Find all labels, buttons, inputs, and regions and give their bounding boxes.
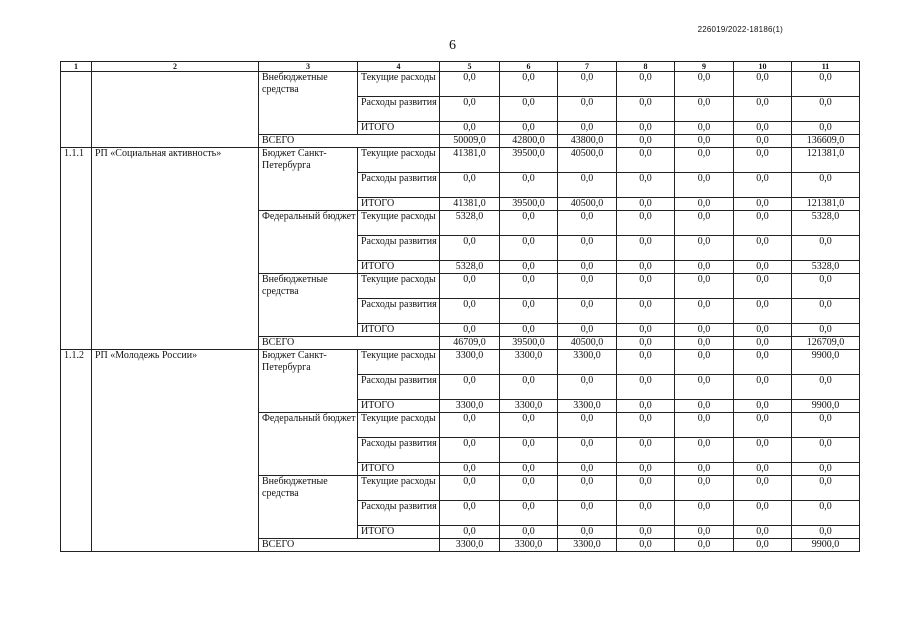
table-row (61, 148, 860, 173)
value-cell: 0,0 (558, 501, 617, 526)
value-cell: 0,0 (558, 375, 617, 400)
value-cell: 0,0 (617, 438, 675, 463)
value-cell: 0,0 (675, 299, 734, 324)
value-cell: 0,0 (675, 400, 734, 413)
project-name-cell (92, 72, 259, 148)
value-cell: 0,0 (734, 400, 792, 413)
value-cell: 0,0 (675, 526, 734, 539)
value-cell: 9900,0 (792, 539, 860, 552)
total-label-cell: ВСЕГО (259, 135, 440, 148)
table-row (61, 350, 860, 375)
column-number-cell: 1 (61, 62, 92, 72)
value-cell: 0,0 (558, 413, 617, 438)
value-cell: 0,0 (675, 274, 734, 299)
value-cell: 0,0 (440, 274, 500, 299)
value-cell: 5328,0 (440, 261, 500, 274)
value-cell: 0,0 (440, 122, 500, 135)
value-cell: 0,0 (675, 198, 734, 211)
value-cell: 0,0 (675, 463, 734, 476)
project-code-cell: 1.1.1 (61, 148, 92, 350)
value-cell: 0,0 (500, 211, 558, 236)
value-cell: 39500,0 (500, 198, 558, 211)
value-cell: 0,0 (675, 337, 734, 350)
value-cell: 0,0 (734, 198, 792, 211)
value-cell: 0,0 (617, 337, 675, 350)
value-cell: 0,0 (558, 72, 617, 97)
value-cell: 0,0 (440, 413, 500, 438)
value-cell: 0,0 (440, 173, 500, 198)
value-cell: 0,0 (675, 501, 734, 526)
value-cell: 0,0 (617, 501, 675, 526)
value-cell: 0,0 (792, 173, 860, 198)
value-cell: 0,0 (734, 463, 792, 476)
value-cell: 0,0 (558, 173, 617, 198)
expense-type-cell: Текущие расходы (358, 148, 440, 173)
value-cell: 0,0 (500, 274, 558, 299)
value-cell: 0,0 (558, 211, 617, 236)
value-cell: 0,0 (617, 274, 675, 299)
expense-type-cell: Текущие расходы (358, 211, 440, 236)
value-cell: 0,0 (617, 198, 675, 211)
expense-type-cell: Текущие расходы (358, 413, 440, 438)
value-cell: 0,0 (734, 526, 792, 539)
value-cell: 3300,0 (558, 539, 617, 552)
value-cell: 0,0 (500, 526, 558, 539)
expense-type-cell: Текущие расходы (358, 72, 440, 97)
expense-type-cell: ИТОГО (358, 324, 440, 337)
value-cell: 0,0 (675, 97, 734, 122)
value-cell: 136609,0 (792, 135, 860, 148)
expense-type-cell: Расходы развития (358, 501, 440, 526)
funding-source-cell: Федеральный бюджет (259, 413, 358, 476)
value-cell: 0,0 (617, 122, 675, 135)
value-cell: 3300,0 (500, 539, 558, 552)
expense-type-cell: ИТОГО (358, 400, 440, 413)
value-cell: 0,0 (500, 438, 558, 463)
value-cell: 0,0 (675, 438, 734, 463)
value-cell: 5328,0 (792, 211, 860, 236)
value-cell: 0,0 (617, 413, 675, 438)
value-cell: 0,0 (440, 375, 500, 400)
value-cell: 0,0 (500, 236, 558, 261)
value-cell: 0,0 (440, 476, 500, 501)
value-cell: 0,0 (792, 324, 860, 337)
value-cell: 0,0 (675, 261, 734, 274)
column-number-cell: 4 (358, 62, 440, 72)
value-cell: 0,0 (734, 148, 792, 173)
value-cell: 0,0 (500, 501, 558, 526)
value-cell: 0,0 (440, 72, 500, 97)
value-cell: 0,0 (500, 97, 558, 122)
value-cell: 39500,0 (500, 337, 558, 350)
total-label-cell: ВСЕГО (259, 337, 440, 350)
expense-type-cell: ИТОГО (358, 261, 440, 274)
value-cell: 0,0 (617, 400, 675, 413)
funding-source-cell: Бюджет Санкт-Петербурга (259, 148, 358, 211)
expense-type-cell: ИТОГО (358, 526, 440, 539)
value-cell: 0,0 (734, 501, 792, 526)
value-cell: 0,0 (734, 438, 792, 463)
value-cell: 0,0 (675, 375, 734, 400)
value-cell: 41381,0 (440, 198, 500, 211)
funding-source-cell: Внебюджетные средства (259, 274, 358, 337)
value-cell: 0,0 (617, 375, 675, 400)
value-cell: 46709,0 (440, 337, 500, 350)
expense-type-cell: Текущие расходы (358, 274, 440, 299)
value-cell: 0,0 (792, 97, 860, 122)
value-cell: 0,0 (792, 438, 860, 463)
value-cell: 0,0 (440, 299, 500, 324)
value-cell: 0,0 (734, 122, 792, 135)
value-cell: 0,0 (617, 211, 675, 236)
column-number-cell: 9 (675, 62, 734, 72)
value-cell: 0,0 (617, 526, 675, 539)
value-cell: 3300,0 (500, 350, 558, 375)
value-cell: 0,0 (558, 122, 617, 135)
value-cell: 0,0 (792, 72, 860, 97)
value-cell: 0,0 (734, 350, 792, 375)
value-cell: 0,0 (734, 413, 792, 438)
code-cell (61, 72, 92, 148)
value-cell: 126709,0 (792, 337, 860, 350)
value-cell: 0,0 (734, 337, 792, 350)
value-cell: 40500,0 (558, 198, 617, 211)
value-cell: 43800,0 (558, 135, 617, 148)
value-cell: 0,0 (558, 526, 617, 539)
value-cell: 0,0 (500, 299, 558, 324)
value-cell: 0,0 (500, 463, 558, 476)
value-cell: 0,0 (675, 476, 734, 501)
budget-table (60, 61, 860, 552)
value-cell: 0,0 (617, 173, 675, 198)
value-cell: 0,0 (734, 261, 792, 274)
project-code-cell: 1.1.2 (61, 350, 92, 552)
value-cell: 0,0 (792, 299, 860, 324)
value-cell: 0,0 (558, 463, 617, 476)
column-number-cell: 8 (617, 62, 675, 72)
page-number: 6 (449, 38, 456, 53)
value-cell: 0,0 (558, 274, 617, 299)
expense-type-cell: Расходы развития (358, 438, 440, 463)
value-cell: 0,0 (675, 148, 734, 173)
value-cell: 40500,0 (558, 337, 617, 350)
column-number-row (61, 62, 860, 72)
value-cell: 0,0 (500, 261, 558, 274)
expense-type-cell: Расходы развития (358, 299, 440, 324)
value-cell: 121381,0 (792, 148, 860, 173)
value-cell: 0,0 (617, 97, 675, 122)
value-cell: 0,0 (558, 261, 617, 274)
value-cell: 0,0 (734, 274, 792, 299)
value-cell: 3300,0 (558, 400, 617, 413)
project-name-cell: РП «Молодежь России» (92, 350, 259, 552)
funding-source-cell: Внебюджетные средства (259, 72, 358, 135)
value-cell: 0,0 (675, 122, 734, 135)
value-cell: 0,0 (675, 211, 734, 236)
value-cell: 0,0 (500, 72, 558, 97)
value-cell: 0,0 (675, 539, 734, 552)
funding-source-cell: Внебюджетные средства (259, 476, 358, 539)
value-cell: 3300,0 (440, 539, 500, 552)
funding-source-cell: Федеральный бюджет (259, 211, 358, 274)
value-cell: 0,0 (617, 261, 675, 274)
total-label-cell: ВСЕГО (259, 539, 440, 552)
value-cell: 0,0 (792, 501, 860, 526)
value-cell: 0,0 (558, 236, 617, 261)
value-cell: 0,0 (558, 438, 617, 463)
value-cell: 0,0 (792, 375, 860, 400)
value-cell: 0,0 (734, 476, 792, 501)
value-cell: 0,0 (617, 236, 675, 261)
value-cell: 0,0 (440, 324, 500, 337)
value-cell: 9900,0 (792, 350, 860, 375)
value-cell: 0,0 (675, 173, 734, 198)
value-cell: 0,0 (500, 122, 558, 135)
value-cell: 0,0 (734, 72, 792, 97)
value-cell: 0,0 (792, 526, 860, 539)
value-cell: 0,0 (675, 236, 734, 261)
value-cell: 0,0 (617, 135, 675, 148)
expense-type-cell: Расходы развития (358, 173, 440, 198)
value-cell: 0,0 (734, 299, 792, 324)
value-cell: 0,0 (617, 350, 675, 375)
value-cell: 0,0 (675, 413, 734, 438)
value-cell: 0,0 (734, 375, 792, 400)
value-cell: 3300,0 (440, 350, 500, 375)
value-cell: 0,0 (792, 413, 860, 438)
column-number-cell: 10 (734, 62, 792, 72)
expense-type-cell: Текущие расходы (358, 476, 440, 501)
value-cell: 3300,0 (558, 350, 617, 375)
value-cell: 0,0 (792, 274, 860, 299)
value-cell: 42800,0 (500, 135, 558, 148)
value-cell: 0,0 (440, 526, 500, 539)
value-cell: 0,0 (500, 413, 558, 438)
value-cell: 41381,0 (440, 148, 500, 173)
value-cell: 121381,0 (792, 198, 860, 211)
value-cell: 0,0 (675, 350, 734, 375)
column-number-cell: 7 (558, 62, 617, 72)
value-cell: 0,0 (792, 122, 860, 135)
expense-type-cell: ИТОГО (358, 463, 440, 476)
value-cell: 0,0 (617, 463, 675, 476)
column-number-cell: 5 (440, 62, 500, 72)
value-cell: 50009,0 (440, 135, 500, 148)
value-cell: 0,0 (617, 148, 675, 173)
value-cell: 40500,0 (558, 148, 617, 173)
value-cell: 0,0 (734, 539, 792, 552)
value-cell: 5328,0 (792, 261, 860, 274)
value-cell: 0,0 (617, 72, 675, 97)
value-cell: 5328,0 (440, 211, 500, 236)
value-cell: 0,0 (734, 236, 792, 261)
value-cell: 0,0 (675, 135, 734, 148)
value-cell: 0,0 (675, 324, 734, 337)
value-cell: 0,0 (792, 236, 860, 261)
column-number-cell: 6 (500, 62, 558, 72)
table-row (61, 72, 860, 97)
value-cell: 39500,0 (500, 148, 558, 173)
value-cell: 3300,0 (440, 400, 500, 413)
value-cell: 0,0 (440, 463, 500, 476)
value-cell: 0,0 (558, 299, 617, 324)
value-cell: 0,0 (734, 211, 792, 236)
funding-source-cell: Бюджет Санкт-Петербурга (259, 350, 358, 413)
column-number-cell: 11 (792, 62, 860, 72)
expense-type-cell: Расходы развития (358, 375, 440, 400)
value-cell: 0,0 (440, 501, 500, 526)
value-cell: 0,0 (558, 324, 617, 337)
value-cell: 0,0 (617, 476, 675, 501)
expense-type-cell: ИТОГО (358, 122, 440, 135)
value-cell: 0,0 (734, 324, 792, 337)
expense-type-cell: Текущие расходы (358, 350, 440, 375)
value-cell: 0,0 (440, 97, 500, 122)
value-cell: 0,0 (500, 476, 558, 501)
value-cell: 3300,0 (500, 400, 558, 413)
value-cell: 0,0 (734, 173, 792, 198)
column-number-cell: 3 (259, 62, 358, 72)
value-cell: 0,0 (617, 324, 675, 337)
value-cell: 0,0 (792, 476, 860, 501)
value-cell: 0,0 (440, 236, 500, 261)
document-id: 226019/2022-18186(1) (697, 25, 783, 34)
value-cell: 0,0 (792, 463, 860, 476)
expense-type-cell: Расходы развития (358, 236, 440, 261)
value-cell: 0,0 (734, 97, 792, 122)
value-cell: 0,0 (558, 97, 617, 122)
value-cell: 0,0 (500, 375, 558, 400)
value-cell: 0,0 (617, 539, 675, 552)
column-number-cell: 2 (92, 62, 259, 72)
project-name-cell: РП «Социальная активность» (92, 148, 259, 350)
expense-type-cell: Расходы развития (358, 97, 440, 122)
expense-type-cell: ИТОГО (358, 198, 440, 211)
value-cell: 0,0 (617, 299, 675, 324)
value-cell: 0,0 (500, 324, 558, 337)
value-cell: 0,0 (734, 135, 792, 148)
value-cell: 0,0 (675, 72, 734, 97)
value-cell: 0,0 (440, 438, 500, 463)
value-cell: 0,0 (558, 476, 617, 501)
value-cell: 0,0 (500, 173, 558, 198)
value-cell: 9900,0 (792, 400, 860, 413)
